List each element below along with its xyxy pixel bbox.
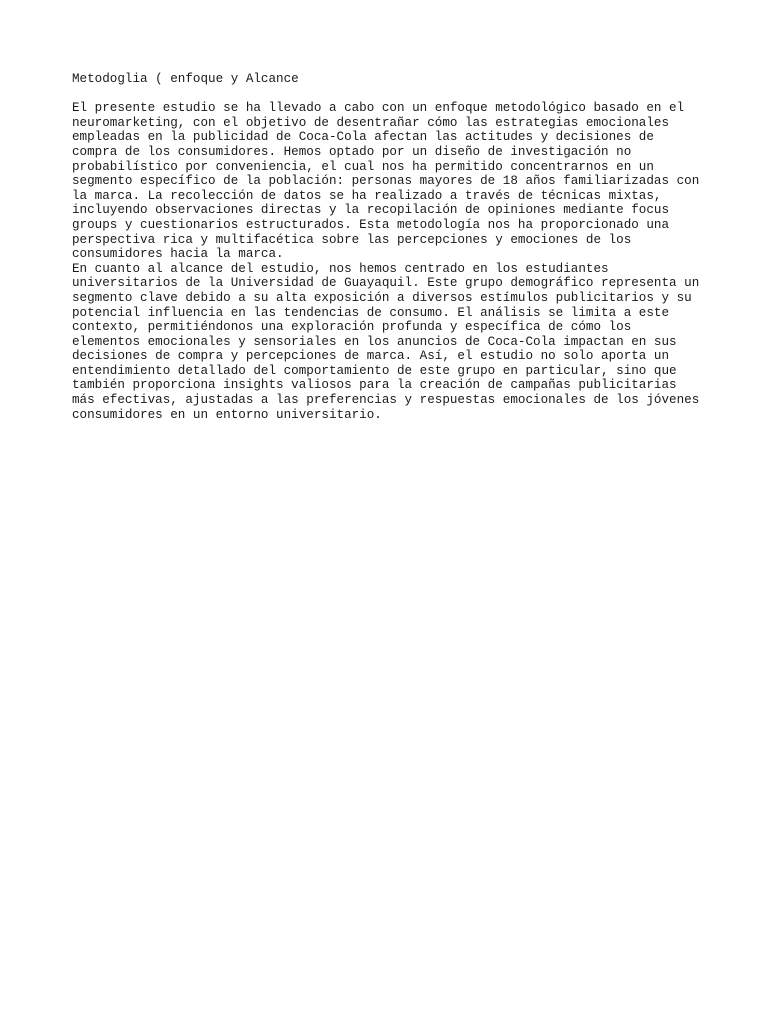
text-line: decisiones de compra y percepciones de marca. Así, el estudio no solo aporta un (72, 349, 670, 364)
text-line: En cuanto al alcance del estudio, nos hemos centrado en los estudiantes (72, 261, 609, 276)
text-line: potencial influencia en las tendencias de consumo. El análisis se limita a este (72, 305, 670, 320)
text-line: universitarios de la Universidad de Guayaquil. Este grupo demográfico representa un (72, 276, 700, 291)
text-line: segmento específico de la población: personas mayores de 18 años familiarizadas con (72, 174, 700, 189)
text-line: contexto, permitiéndonos una exploración profunda y específica de cómo los (72, 320, 632, 335)
text-line: más efectivas, ajustadas a las preferencias y respuestas emocionales de los jóvenes (72, 393, 700, 408)
text-line: groups y cuestionarios estructurados. Esta metodología nos ha proporcionado una (72, 217, 670, 232)
paragraph-scope (72, 262, 712, 423)
text-line: probabilístico por conveniencia, el cual nos ha permitido concentrarnos en un (72, 159, 654, 174)
text-line: la marca. La recolección de datos se ha realizado a través de técnicas mixtas, (72, 188, 662, 203)
text-line: entendimiento detallado del comportamiento de este grupo en particular, sino que (72, 363, 677, 378)
document-title: Metodoglia ( enfoque y Alcance (72, 72, 299, 86)
text-line: neuromarketing, con el objetivo de desentrañar cómo las estrategias emocionales (72, 115, 670, 130)
text-line: perspectiva rica y multifacética sobre las percepciones y emociones de los (72, 232, 632, 247)
text-line: consumidores hacia la marca. (72, 247, 284, 262)
text-line: también proporciona insights valiosos para la creación de campañas publicitarias (72, 378, 677, 393)
text-line: El presente estudio se ha llevado a cabo con un enfoque metodológico basado en el (72, 101, 685, 116)
text-line: compra de los consumidores. Hemos optado por un diseño de investigación no (72, 144, 632, 159)
text-line: consumidores en un entorno universitario. (72, 407, 382, 422)
text-line: incluyendo observaciones directas y la recopilación de opiniones mediante focus (72, 203, 670, 218)
paragraph-methodology (72, 101, 712, 262)
text-line: elementos emocionales y sensoriales en los anuncios de Coca-Cola impactan en sus (72, 334, 677, 349)
text-line: segmento clave debido a su alta exposición a diversos estímulos publicitarios y su (72, 290, 692, 305)
document-page (72, 72, 712, 422)
text-line: empleadas en la publicidad de Coca-Cola afectan las actitudes y decisiones de (72, 130, 654, 145)
